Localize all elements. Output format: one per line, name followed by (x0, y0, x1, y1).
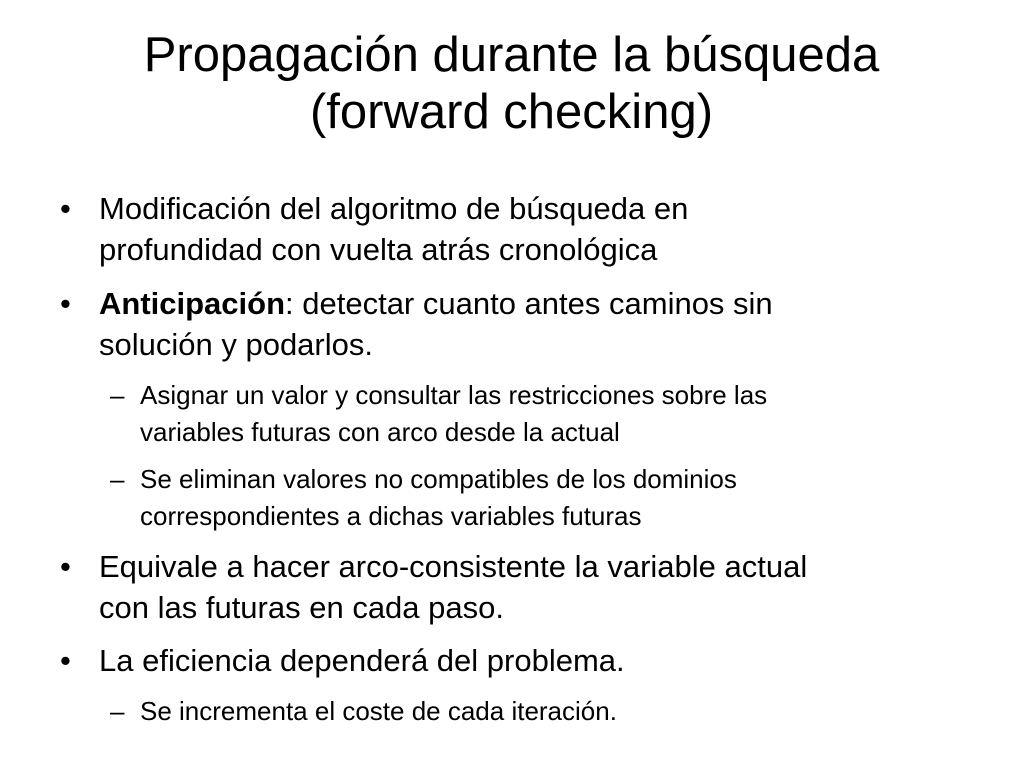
bullet-text-line-1: : detectar cuanto antes caminos sin (285, 286, 773, 321)
slide-title (40, 27, 983, 141)
bullet-marker: • (60, 643, 71, 678)
sub-item-text (140, 693, 900, 730)
bullet-text-line-2: con las futuras en cada paso. (99, 590, 504, 625)
bullet-text-line-2: profundidad con vuelta atrás cronológica (99, 232, 658, 267)
bullet-text (99, 283, 949, 365)
bullet-text-line-1: Modificación del algoritmo de búsqueda en (99, 191, 689, 226)
bullet-marker: • (60, 549, 71, 584)
dash-marker: – (110, 464, 125, 494)
sub-item-text-line-2: variables futuras con arco desde la actual (140, 417, 620, 447)
sub-item-text-line-2: correspondientes a dichas variables futuras (140, 501, 642, 531)
bullet-text (99, 640, 949, 681)
sub-item-text (140, 461, 900, 535)
bullet-text (99, 546, 949, 628)
dash-marker: – (110, 380, 125, 410)
bullet-text (99, 188, 949, 270)
bullet-marker: • (60, 191, 71, 226)
sub-item-text-line-1: Se incrementa el coste de cada iteración. (140, 696, 617, 726)
sub-item-text-line-1: Se eliminan valores no compatibles de los dominios (140, 464, 737, 494)
sub-item-text (140, 377, 900, 451)
title-line-2: (forward checking) (309, 85, 714, 139)
bullet-text-line-1: Equivale a hacer arco-consistente la variable actual (99, 549, 808, 584)
dash-marker: – (110, 696, 125, 726)
sub-item-text-line-1: Asignar un valor y consultar las restricciones sobre las (140, 380, 768, 410)
bullet-text-line-1: La eficiencia dependerá del problema. (99, 643, 625, 678)
bullet-bold-term: Anticipación (99, 286, 286, 321)
title-line-1: Propagación durante la búsqueda (143, 28, 880, 82)
bullet-marker: • (60, 286, 71, 321)
bullet-text-line-2: solución y podarlos. (99, 327, 373, 362)
